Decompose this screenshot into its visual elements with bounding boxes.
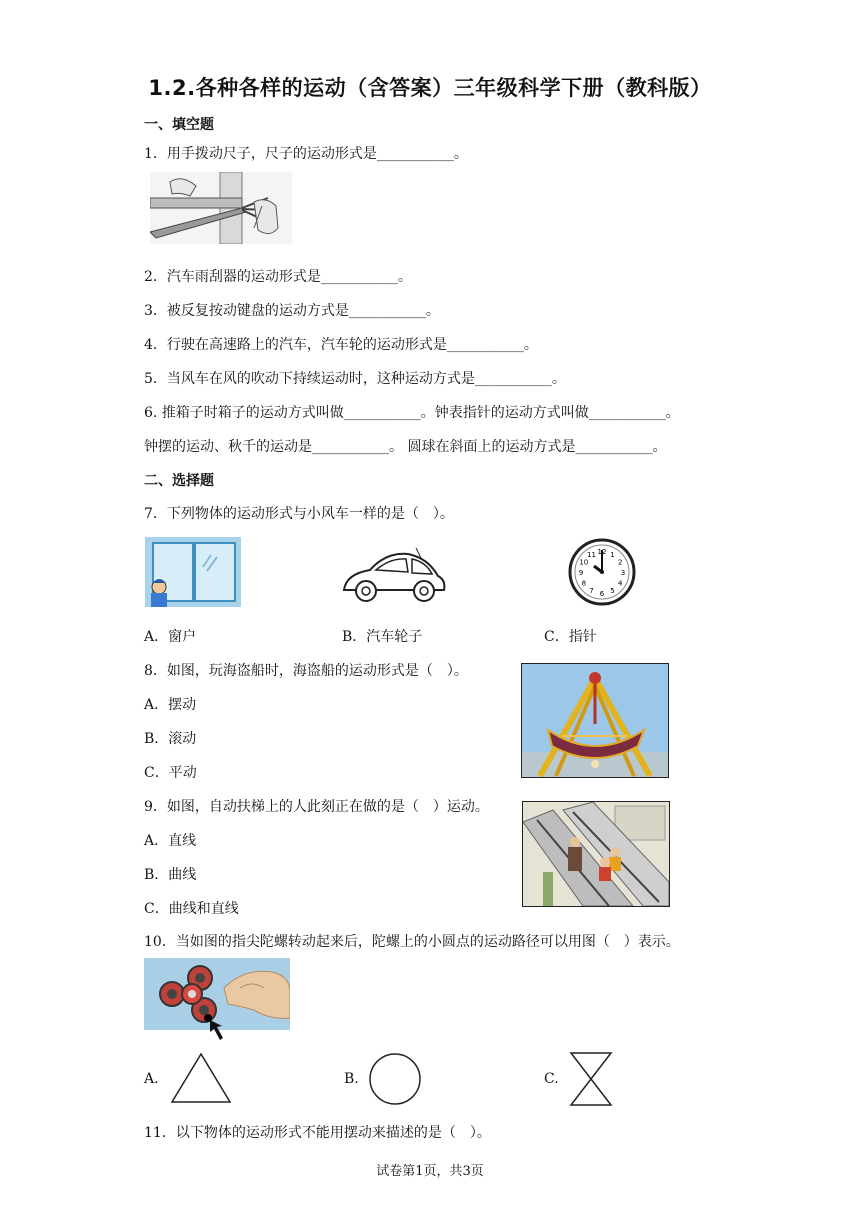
clock-numeral: 8 xyxy=(581,579,587,588)
question-3: 3．被反复按动键盘的运动方式是___________。 xyxy=(144,303,440,319)
clock-numeral: 2 xyxy=(617,558,623,567)
q10-option-c: C. xyxy=(544,1071,559,1087)
clock-numeral: 4 xyxy=(617,579,623,588)
q9-option-a: A．直线 xyxy=(144,833,197,849)
q7-option-b: B．汽车轮子 xyxy=(342,629,423,645)
question-7: 7．下列物体的运动形式与小风车一样的是（ ）。 xyxy=(144,506,454,522)
q7-option-a: A．窗户 xyxy=(144,629,197,645)
question-4: 4．行驶在高速路上的汽车，汽车轮的运动形式是___________。 xyxy=(144,337,538,353)
q10-option-b: B. xyxy=(344,1071,359,1087)
clock-numeral: 1 xyxy=(610,550,615,559)
question-2: 2．汽车雨刮器的运动形式是___________。 xyxy=(144,269,412,285)
clock-numeral: 6 xyxy=(599,590,605,598)
q8-option-a: A．摆动 xyxy=(144,697,197,713)
clock-image xyxy=(568,538,636,606)
window-image xyxy=(145,537,241,607)
question-9: 9．如图，自动扶梯上的人此刻正在做的是（ ）运动。 xyxy=(144,799,489,815)
escalator-image xyxy=(522,801,670,907)
clock-numeral: 3 xyxy=(620,569,626,577)
q8-option-b: B．滚动 xyxy=(144,731,197,747)
question-6-line-2: 钟摆的运动、秋千的运动是___________。 圆球在斜面上的运动方式是___________。 xyxy=(144,439,667,455)
clock-numeral: 5 xyxy=(610,587,615,596)
question-8: 8．如图，玩海盗船时，海盗船的运动形式是（ ）。 xyxy=(144,663,468,679)
circle-path-icon xyxy=(367,1052,423,1108)
q10-option-a: A. xyxy=(144,1071,159,1087)
question-5: 5．当风车在风的吹动下持续运动时，这种运动方式是___________。 xyxy=(144,371,566,387)
pirate-ship-image xyxy=(521,663,669,778)
clock-numeral: 10 xyxy=(579,558,589,567)
clock-numeral: 7 xyxy=(589,587,594,596)
hourglass-path-icon xyxy=(568,1050,614,1108)
clock-numeral: 9 xyxy=(578,569,584,577)
question-10: 10．当如图的指尖陀螺转动起来后，陀螺上的小圆点的运动路径可以用图（ ）表示。 xyxy=(144,934,680,950)
question-6-line-1: 6. 推箱子时箱子的运动方式叫做___________。钟表指针的运动方式叫做___________。 xyxy=(144,405,680,421)
ruler-image xyxy=(150,172,292,244)
question-1: 1．用手拨动尺子，尺子的运动形式是___________。 xyxy=(144,146,468,162)
triangle-path-icon xyxy=(170,1052,232,1104)
clock-numeral: 11 xyxy=(587,550,596,559)
page-title: 1.2.各种各样的运动（含答案）三年级科学下册（教科版） xyxy=(148,76,712,100)
q7-option-c: C．指针 xyxy=(544,629,597,645)
q9-option-c: C．曲线和直线 xyxy=(144,901,239,917)
page-footer: 试卷第1页，共3页 xyxy=(376,1164,484,1179)
section-heading-multiple-choice: 二、选择题 xyxy=(144,473,214,489)
car-image xyxy=(340,546,448,606)
q8-option-c: C．平动 xyxy=(144,765,197,781)
q9-option-b: B．曲线 xyxy=(144,867,197,883)
clock-numeral: 12 xyxy=(597,548,607,556)
arrow-pointer-icon xyxy=(200,1018,230,1042)
question-11: 11．以下物体的运动形式不能用摆动来描述的是（ ）。 xyxy=(144,1125,491,1141)
section-heading-fill-blank: 一、填空题 xyxy=(144,117,214,133)
